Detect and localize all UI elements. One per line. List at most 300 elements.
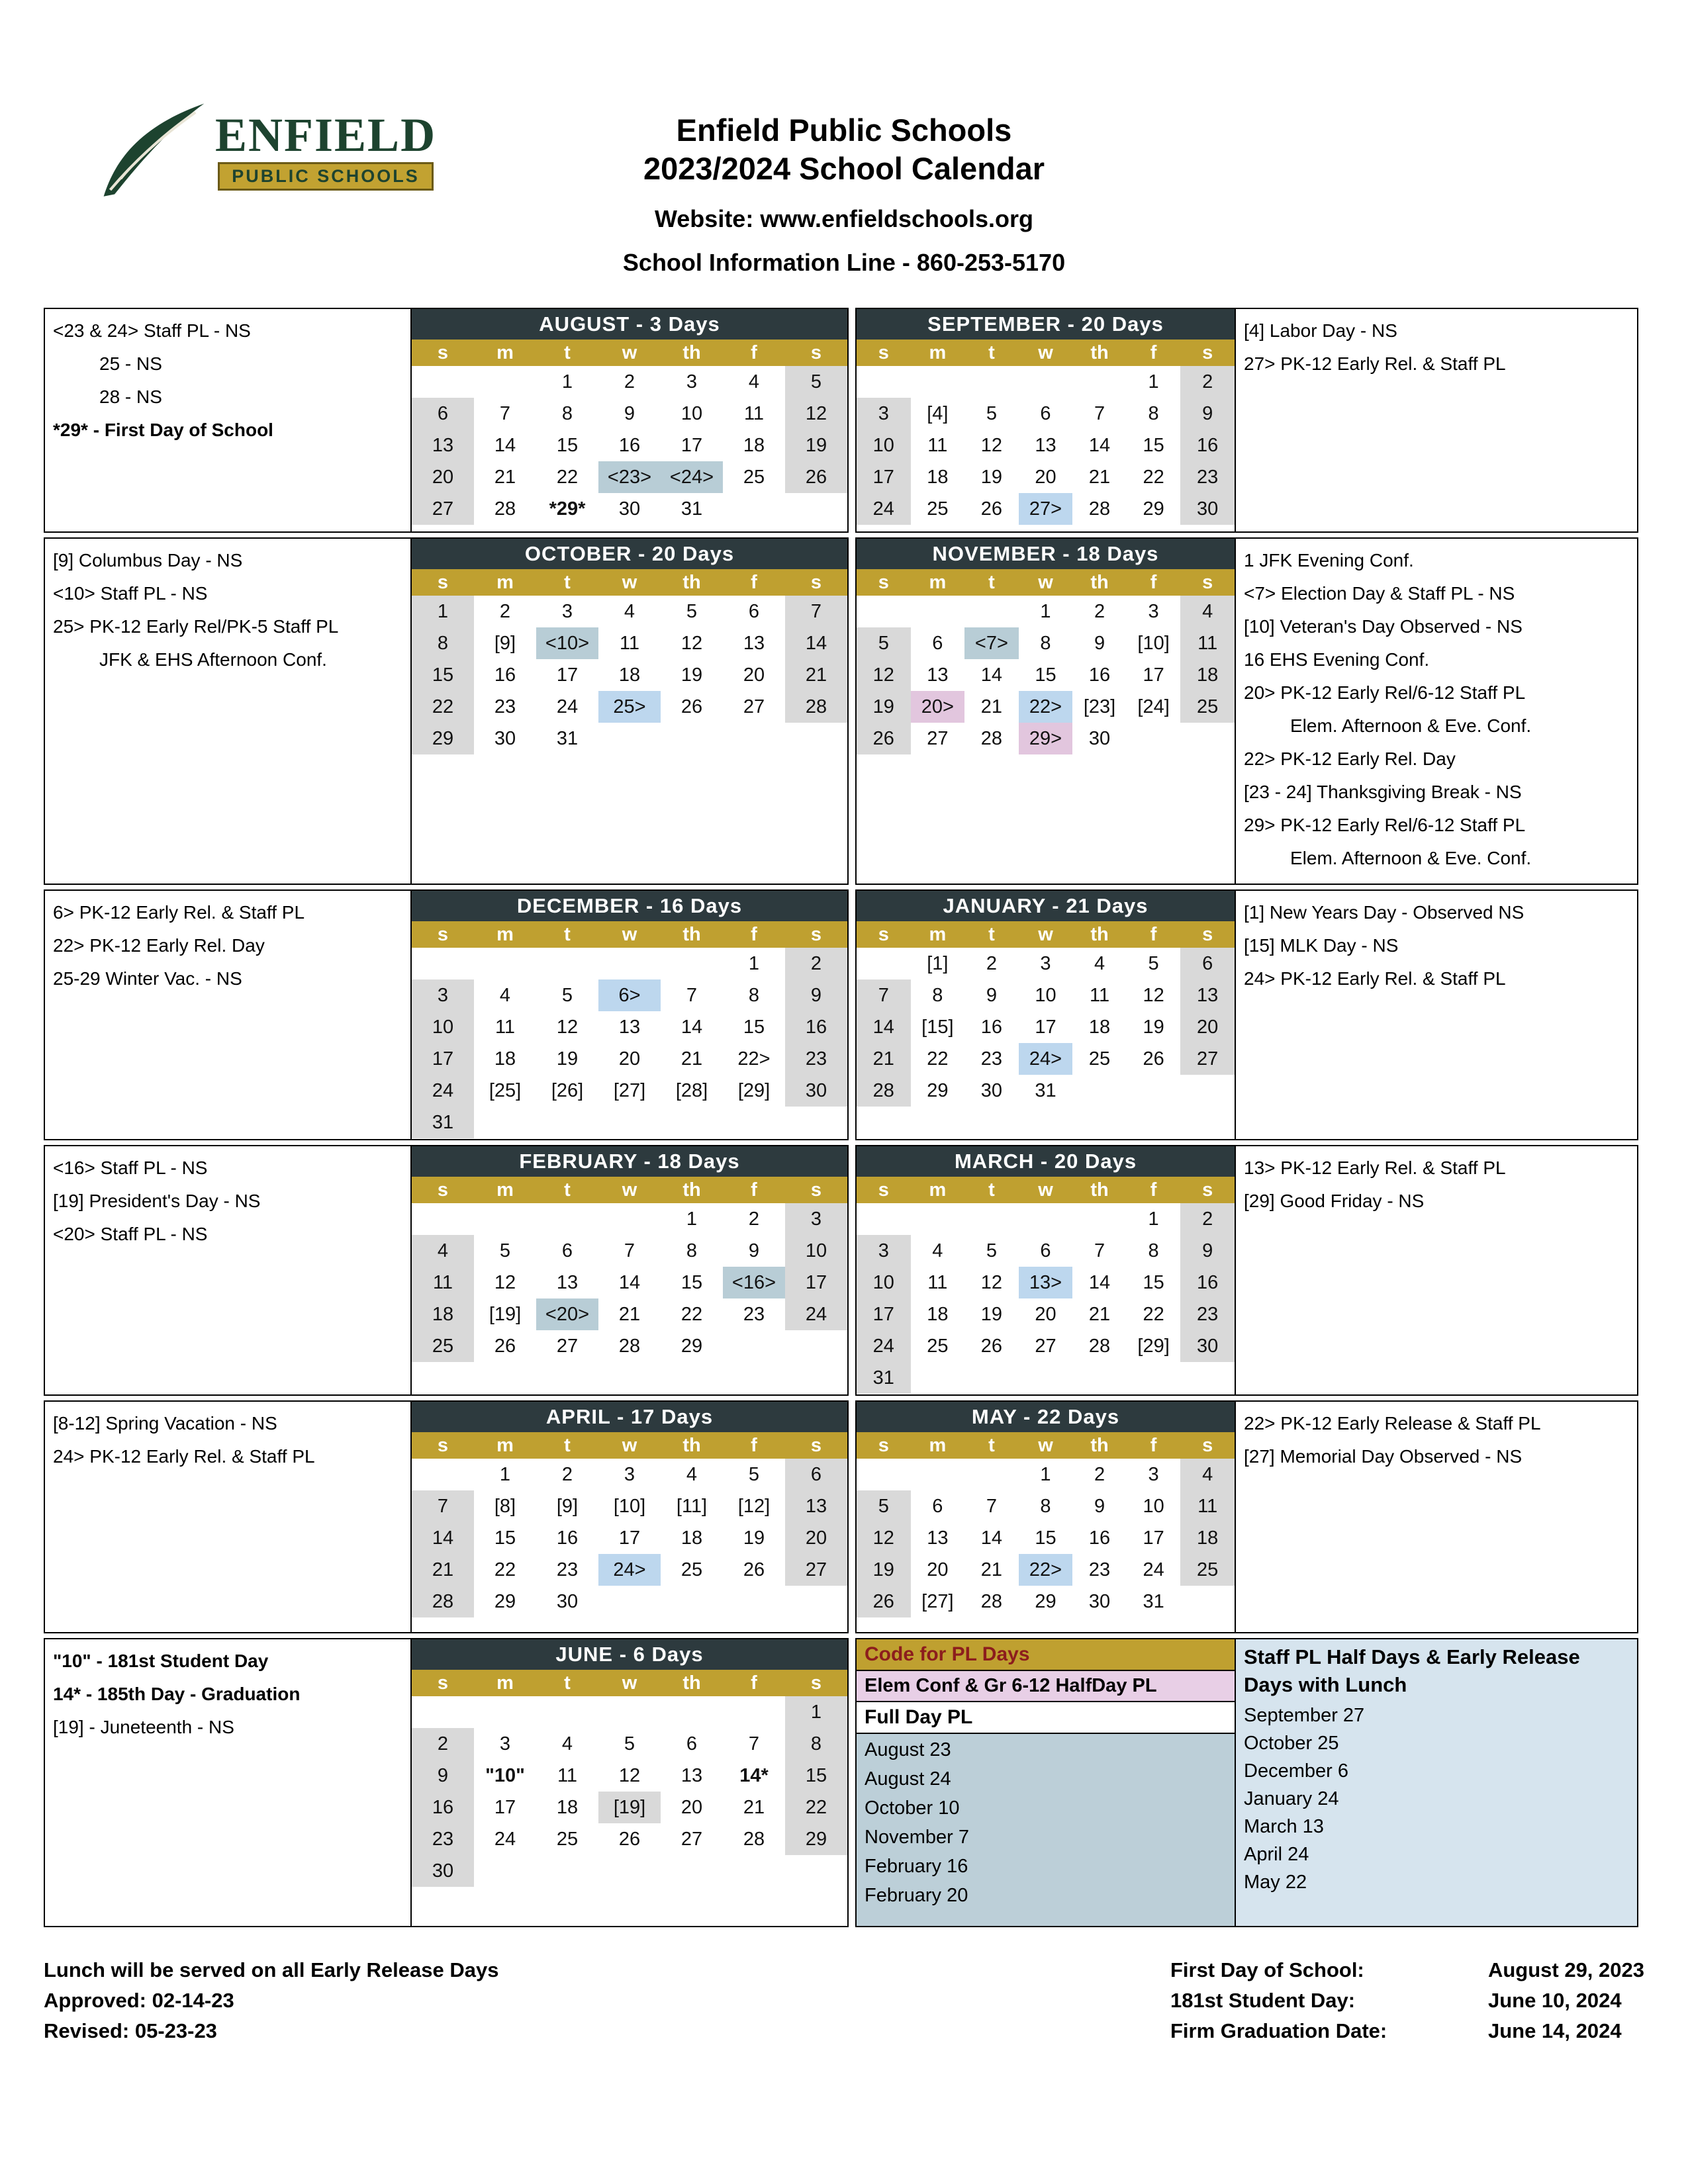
empty-cell	[1127, 1362, 1181, 1394]
date-cell: 13	[785, 1490, 847, 1522]
date-cell: 1	[412, 596, 474, 627]
date-cell: 27	[1180, 1043, 1235, 1075]
empty-cell	[964, 1459, 1019, 1490]
date-cell: 27	[680, 1828, 703, 1850]
date-cell: 2	[986, 952, 997, 974]
footer-date-value: June 10, 2024	[1487, 1989, 1622, 2012]
date-cell: 30	[1180, 1330, 1235, 1362]
month-grid	[412, 1177, 847, 1362]
day-of-week-header: w	[598, 1670, 661, 1696]
empty-cell	[598, 723, 661, 754]
date-cell: 12	[494, 1271, 516, 1293]
date-cell: 28	[785, 691, 847, 723]
month-calendar	[855, 308, 1236, 533]
note-line: 28 - NS	[99, 387, 162, 407]
day-of-week-header: th	[661, 1432, 723, 1459]
date-cell: "10"	[485, 1764, 525, 1786]
empty-cell	[857, 1459, 911, 1490]
date-cell: 6	[412, 398, 474, 430]
date-cell: 6	[686, 1733, 698, 1754]
date-cell: 2	[1094, 600, 1105, 622]
date-cell: 21	[680, 1048, 703, 1069]
note-line: 16 EHS Evening Conf.	[1244, 649, 1430, 670]
note-line: [1] New Years Day - Observed NS	[1244, 902, 1524, 923]
date-cell: 24	[857, 493, 911, 525]
month-title: SEPTEMBER - 20 Days	[857, 309, 1235, 340]
staff-pl-date: December 6	[1244, 1760, 1348, 1782]
notes-box	[44, 1400, 412, 1633]
empty-cell	[723, 1330, 785, 1362]
date-cell: 28	[618, 1335, 641, 1357]
date-cell: 8	[932, 984, 943, 1006]
staff-pl-date: October 25	[1244, 1733, 1339, 1754]
date-cell: [10]	[613, 1495, 646, 1517]
date-cell: 30	[618, 498, 641, 520]
date-cell: 2	[624, 371, 635, 392]
date-cell: 21	[1088, 1303, 1111, 1325]
date-cell: 16	[494, 664, 516, 686]
date-cell: 9	[412, 1760, 474, 1792]
staff-pl-date: April 24	[1244, 1844, 1309, 1865]
date-cell: 13	[412, 430, 474, 461]
calendar-grid	[44, 308, 1644, 1927]
empty-cell	[661, 1586, 723, 1617]
date-cell: 4	[1094, 952, 1105, 974]
empty-cell	[536, 1855, 598, 1887]
date-cell: <7>	[964, 627, 1019, 659]
empty-cell	[661, 1855, 723, 1887]
date-cell: 28	[743, 1828, 765, 1850]
month-title: JANUARY - 21 Days	[857, 891, 1235, 921]
empty-cell	[785, 1855, 847, 1887]
date-cell: [24]	[1137, 696, 1170, 717]
notes-box	[1236, 889, 1638, 1140]
day-of-week-header: w	[1019, 569, 1073, 596]
empty-cell	[785, 723, 847, 754]
date-cell: 10	[785, 1235, 847, 1267]
date-cell: 6	[748, 600, 760, 622]
date-cell: 8	[1148, 1240, 1159, 1261]
full-day-pl-date: August 24	[865, 1768, 951, 1790]
date-cell: 25	[927, 1335, 949, 1357]
day-of-week-header: s	[1180, 1432, 1235, 1459]
month-calendar	[412, 889, 849, 1140]
date-cell: 10	[680, 402, 703, 424]
date-cell: 15	[1143, 434, 1164, 456]
date-cell: 20>	[911, 691, 965, 723]
date-cell: [19]	[489, 1303, 522, 1325]
day-of-week-header: s	[412, 340, 474, 366]
date-cell: 26	[1143, 1048, 1164, 1069]
date-cell: 19	[980, 466, 1003, 488]
day-of-week-header: t	[964, 340, 1019, 366]
month-calendar	[412, 537, 849, 885]
date-cell: 14	[618, 1271, 641, 1293]
day-of-week-header: s	[412, 1177, 474, 1203]
staff-pl-date: March 13	[1244, 1816, 1324, 1837]
date-cell: [9]	[556, 1495, 579, 1517]
date-cell: 30	[412, 1855, 474, 1887]
note-line: 22> PK-12 Early Rel. Day	[1244, 749, 1456, 769]
date-cell: 18	[618, 664, 641, 686]
month-grid	[412, 921, 847, 1138]
date-cell: 18	[927, 466, 949, 488]
day-of-week-header: th	[661, 569, 723, 596]
date-cell: 7	[1094, 1240, 1105, 1261]
note-line: [9] Columbus Day - NS	[53, 550, 243, 570]
staff-pl-title: Staff PL Half Days & Early Release Days with Lunch	[1244, 1645, 1580, 1696]
date-cell: 8	[748, 984, 760, 1006]
notes-box	[1236, 537, 1638, 885]
month-title: AUGUST - 3 Days	[412, 309, 847, 340]
date-cell: 11	[619, 632, 640, 654]
day-of-week-header: th	[1072, 340, 1127, 366]
day-of-week-header: s	[785, 1670, 847, 1696]
date-cell: 18	[556, 1796, 579, 1818]
date-cell: 17	[1035, 1016, 1056, 1038]
date-cell: 23	[785, 1043, 847, 1075]
empty-cell	[474, 366, 536, 398]
calendar-row	[44, 308, 1644, 533]
date-cell: 17	[857, 1298, 911, 1330]
column-spacer	[849, 537, 855, 885]
date-cell: 5	[686, 600, 698, 622]
empty-cell	[723, 1107, 785, 1138]
footer-key-dates	[1170, 1955, 1644, 2046]
date-cell: 18	[412, 1298, 474, 1330]
date-cell: 3	[1148, 1463, 1159, 1485]
month-title: MAY - 22 Days	[857, 1402, 1235, 1432]
date-cell: 12	[1143, 984, 1164, 1006]
month-title: JUNE - 6 Days	[412, 1639, 847, 1670]
day-of-week-header: m	[474, 569, 536, 596]
note-line: [27] Memorial Day Observed - NS	[1244, 1446, 1523, 1467]
date-cell: 18	[680, 1527, 703, 1549]
month-grid	[857, 340, 1235, 525]
date-cell: 29>	[1019, 723, 1073, 754]
date-cell: 21	[743, 1796, 765, 1818]
day-of-week-header: s	[857, 921, 911, 948]
footer-left	[44, 1955, 498, 2046]
note-line: [19] - Juneteenth - NS	[53, 1717, 234, 1737]
calendar-row	[44, 1638, 1644, 1927]
date-cell: 6	[1040, 402, 1051, 424]
full-day-pl-date: February 16	[865, 1856, 968, 1877]
date-cell: 24	[412, 1075, 474, 1107]
note-line: Elem. Afternoon & Eve. Conf.	[1290, 848, 1532, 868]
date-cell: 3	[412, 979, 474, 1011]
date-cell: 18	[927, 1303, 949, 1325]
empty-cell	[1072, 366, 1127, 398]
empty-cell	[1072, 1203, 1127, 1235]
empty-cell	[1019, 1203, 1073, 1235]
date-cell: 21	[618, 1303, 641, 1325]
date-cell: 1	[1148, 371, 1159, 392]
day-of-week-header: w	[598, 1177, 661, 1203]
date-cell: <23>	[598, 461, 661, 493]
footer-date-label: 181st Student Day:	[1170, 1989, 1356, 2012]
empty-cell	[536, 1203, 598, 1235]
date-cell: [9]	[494, 632, 516, 654]
empty-cell	[785, 1107, 847, 1138]
approved-line: Approved: 02-14-23	[44, 1989, 234, 2012]
empty-cell	[412, 948, 474, 979]
date-cell: 15	[785, 1760, 847, 1792]
date-cell: 13	[927, 1527, 949, 1549]
footer-date-value: August 29, 2023	[1487, 1958, 1644, 1981]
header	[0, 0, 1688, 308]
date-cell: 19	[743, 1527, 765, 1549]
day-of-week-header: s	[1180, 569, 1235, 596]
date-cell: 9	[986, 984, 997, 1006]
date-cell: 4	[932, 1240, 943, 1261]
date-cell: 20	[412, 461, 474, 493]
date-cell: 22	[680, 1303, 703, 1325]
date-cell: 6>	[598, 979, 661, 1011]
day-of-week-header: m	[911, 569, 965, 596]
date-cell: 23	[743, 1303, 765, 1325]
date-cell: [10]	[1137, 632, 1170, 654]
date-cell: 2	[748, 1208, 760, 1230]
revised-line: Revised: 05-23-23	[44, 2019, 217, 2042]
empty-cell	[911, 1459, 965, 1490]
date-cell: 11	[1180, 627, 1235, 659]
date-cell: 24>	[1019, 1043, 1073, 1075]
day-of-week-header: m	[911, 340, 965, 366]
day-of-week-header: f	[723, 1670, 785, 1696]
date-cell: 28	[980, 1590, 1003, 1612]
date-cell: 27	[1035, 1335, 1056, 1357]
date-cell: 22	[412, 691, 474, 723]
date-cell: [27]	[921, 1590, 954, 1612]
date-cell: 17	[618, 1527, 641, 1549]
date-cell: 16	[1180, 430, 1235, 461]
date-cell: 15	[1035, 1527, 1056, 1549]
date-cell: 11	[557, 1764, 578, 1786]
date-cell: 17	[556, 664, 579, 686]
date-cell: 23	[412, 1823, 474, 1855]
date-cell: 16	[1088, 664, 1111, 686]
empty-cell	[1180, 1362, 1235, 1394]
date-cell: [27]	[613, 1079, 646, 1101]
date-cell: 13	[927, 664, 949, 686]
footer-date-label: Firm Graduation Date:	[1170, 2019, 1387, 2042]
date-cell: 22	[1143, 466, 1164, 488]
date-cell: 29	[1143, 498, 1164, 520]
day-of-week-header: m	[474, 1432, 536, 1459]
date-cell: 16	[785, 1011, 847, 1043]
empty-cell	[1127, 1075, 1181, 1107]
date-cell: 4	[1180, 1459, 1235, 1490]
date-cell: 17	[680, 434, 703, 456]
date-cell: 17	[412, 1043, 474, 1075]
date-cell: <24>	[661, 461, 723, 493]
date-cell: 25	[927, 498, 949, 520]
day-of-week-header: f	[723, 921, 785, 948]
date-cell: 13	[680, 1764, 703, 1786]
note-line: 24> PK-12 Early Rel. & Staff PL	[53, 1446, 315, 1467]
date-cell: 25	[1088, 1048, 1111, 1069]
day-of-week-header: w	[1019, 1432, 1073, 1459]
month-title: DECEMBER - 16 Days	[412, 891, 847, 921]
date-cell: 13	[1035, 434, 1056, 456]
date-cell: 9	[748, 1240, 760, 1261]
date-cell: [26]	[551, 1079, 584, 1101]
day-of-week-header: th	[1072, 921, 1127, 948]
date-cell: 23	[980, 1048, 1003, 1069]
date-cell: 20	[743, 664, 765, 686]
date-cell: 16	[556, 1527, 579, 1549]
column-spacer	[849, 1145, 855, 1396]
month-grid	[857, 1432, 1235, 1617]
notes-box	[44, 889, 412, 1140]
date-cell: 13	[743, 632, 765, 654]
calendar-row	[44, 537, 1644, 885]
month-grid	[412, 340, 847, 525]
date-cell: 22>	[1019, 691, 1073, 723]
date-cell: 7	[624, 1240, 635, 1261]
date-cell: 12	[556, 1016, 579, 1038]
empty-cell	[785, 1330, 847, 1362]
date-cell: 5	[499, 1240, 511, 1261]
day-of-week-header: s	[785, 569, 847, 596]
calendar-row	[44, 1400, 1644, 1633]
date-cell: 29	[494, 1590, 516, 1612]
date-cell: 3	[857, 398, 911, 430]
date-cell: 2	[561, 1463, 573, 1485]
date-cell: 13	[1180, 979, 1235, 1011]
date-cell: 7	[785, 596, 847, 627]
date-cell: 27	[785, 1554, 847, 1586]
month-title: APRIL - 17 Days	[412, 1402, 847, 1432]
date-cell: 24	[857, 1330, 911, 1362]
date-cell: 14	[980, 664, 1003, 686]
empty-cell	[1072, 1362, 1127, 1394]
empty-cell	[598, 1855, 661, 1887]
date-cell: 19	[785, 430, 847, 461]
notes-box	[1236, 308, 1638, 533]
date-cell: 1	[499, 1463, 511, 1485]
date-cell: 21	[785, 659, 847, 691]
date-cell: 20	[785, 1522, 847, 1554]
date-cell: 26	[980, 498, 1003, 520]
column-spacer	[849, 889, 855, 1140]
month-grid	[857, 569, 1235, 754]
notes-box	[44, 1145, 412, 1396]
date-cell: 9	[1094, 632, 1105, 654]
date-cell: 7	[1094, 402, 1105, 424]
date-cell: 25	[412, 1330, 474, 1362]
date-cell: 6	[1040, 1240, 1051, 1261]
date-cell: 13>	[1019, 1267, 1073, 1298]
date-cell: 24>	[598, 1554, 661, 1586]
date-cell: 18	[1180, 659, 1235, 691]
date-cell: 25	[743, 466, 765, 488]
date-cell: 30	[1088, 1590, 1111, 1612]
note-line: 22> PK-12 Early Rel. Day	[53, 935, 265, 956]
empty-cell	[1127, 723, 1181, 754]
note-line: 29> PK-12 Early Rel/6-12 Staff PL	[1244, 815, 1526, 835]
date-cell: 5	[748, 1463, 760, 1485]
date-cell: 30	[1180, 493, 1235, 525]
date-cell: 1	[561, 371, 573, 392]
logo-name: ENFIELD	[215, 109, 437, 161]
date-cell: 13	[556, 1271, 579, 1293]
empty-cell	[536, 1696, 598, 1728]
empty-cell	[911, 1203, 965, 1235]
month-calendar	[412, 308, 849, 533]
empty-cell	[723, 723, 785, 754]
day-of-week-header: s	[412, 569, 474, 596]
note-line: Elem. Afternoon & Eve. Conf.	[1290, 715, 1532, 736]
date-cell: 31	[680, 498, 703, 520]
date-cell: 20	[1035, 466, 1056, 488]
note-line: "10" - 181st Student Day	[53, 1651, 269, 1671]
date-cell: 14	[494, 434, 516, 456]
date-cell: 4	[561, 1733, 573, 1754]
date-cell: 20	[618, 1048, 641, 1069]
date-cell: 31	[1035, 1079, 1056, 1101]
date-cell: 30	[1088, 727, 1111, 749]
date-cell: 25	[1180, 1554, 1235, 1586]
empty-cell	[964, 596, 1019, 627]
note-line: <7> Election Day & Staff PL - NS	[1244, 583, 1515, 604]
date-cell: 24	[556, 696, 579, 717]
date-cell: 20	[1035, 1303, 1056, 1325]
date-cell: 15	[1035, 664, 1056, 686]
empty-cell	[474, 1855, 536, 1887]
date-cell: 2	[785, 948, 847, 979]
date-cell: 1	[1040, 600, 1051, 622]
day-of-week-header: th	[661, 921, 723, 948]
date-cell: [23]	[1083, 696, 1116, 717]
notes-box	[1236, 1400, 1638, 1633]
date-cell: 8	[1040, 632, 1051, 654]
day-of-week-header: f	[1127, 569, 1181, 596]
note-line: [4] Labor Day - NS	[1244, 320, 1397, 341]
date-cell: 19	[857, 691, 911, 723]
day-of-week-header: th	[1072, 1432, 1127, 1459]
date-cell: 11	[412, 1267, 474, 1298]
month-grid	[857, 921, 1235, 1107]
empty-cell	[412, 1203, 474, 1235]
day-of-week-header: t	[536, 340, 598, 366]
empty-cell	[474, 1107, 536, 1138]
date-cell: 2	[1094, 1463, 1105, 1485]
date-cell: 20	[927, 1559, 949, 1580]
website-line: Website: www.enfieldschools.org	[654, 205, 1034, 232]
date-cell: 20	[1180, 1011, 1235, 1043]
date-cell: 28	[412, 1586, 474, 1617]
date-cell: 12	[618, 1764, 641, 1786]
staff-pl-date: September 27	[1244, 1705, 1365, 1726]
empty-cell	[1180, 1586, 1235, 1617]
date-cell: 12	[980, 434, 1003, 456]
day-of-week-header: th	[1072, 1177, 1127, 1203]
footer-date-label: First Day of School:	[1170, 1958, 1364, 1981]
date-cell: 14	[857, 1011, 911, 1043]
logo-subtitle: PUBLIC SCHOOLS	[218, 162, 434, 191]
date-cell: 13	[618, 1016, 641, 1038]
day-of-week-header: th	[661, 1177, 723, 1203]
empty-cell	[1180, 723, 1235, 754]
date-cell: [29]	[737, 1079, 771, 1101]
date-cell: 7	[499, 402, 511, 424]
note-line: [19] President's Day - NS	[53, 1191, 261, 1211]
date-cell: <16>	[723, 1267, 785, 1298]
month-calendar	[412, 1145, 849, 1396]
day-of-week-header: th	[661, 1670, 723, 1696]
